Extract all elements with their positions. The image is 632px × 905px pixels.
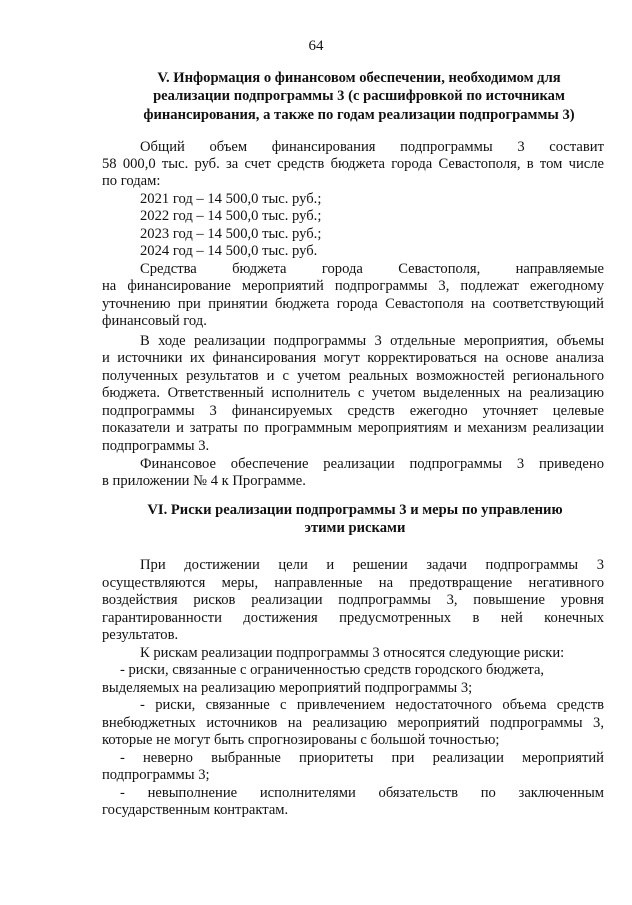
text-line: полученных результатов и с учетом реальных возможностей регионального bbox=[102, 368, 604, 384]
risk-item-line: - риски, связанные с привлечением недостаточного объема средств bbox=[140, 697, 604, 713]
text-line: которые не могут быть спрогнозированы с большой точностью; bbox=[102, 732, 500, 748]
text-line: Средства бюджета города Севастополя, направляемые bbox=[140, 261, 604, 277]
risk-item-line: - риски, связанные с ограниченностью средств городского бюджета, bbox=[120, 662, 545, 678]
section-6-heading bbox=[105, 501, 605, 538]
text-line: выделяемых на реализацию мероприятий подпрограммы 3; bbox=[102, 680, 473, 696]
text-line: При достижении цели и решении задачи подпрограммы 3 bbox=[140, 557, 604, 573]
text-line: и источники их финансирования могут корректироваться на основе анализа bbox=[102, 350, 604, 366]
funding-year-line: 2024 год – 14 500,0 тыс. руб. bbox=[140, 243, 318, 259]
text-line: бюджета. Ответственный исполнитель с учетом выделенных на реализацию bbox=[102, 385, 604, 401]
text-line: уточнению при принятии бюджета города Севастополя на соответствующий bbox=[102, 296, 604, 312]
text-line: осуществляются меры, направленные на предотвращение негативного bbox=[102, 575, 604, 591]
text-line: результатов. bbox=[102, 627, 179, 643]
text-line: воздействия рисков реализации подпрограммы 3, повышение уровня bbox=[102, 592, 604, 608]
funding-year-line: 2022 год – 14 500,0 тыс. руб.; bbox=[140, 208, 322, 224]
heading-line: VI. Риски реализации подпрограммы 3 и меры по управлению bbox=[147, 502, 563, 518]
text-line: подпрограммы 3. bbox=[102, 438, 210, 454]
text-line: государственным контрактам. bbox=[102, 802, 289, 818]
text-line: в приложении № 4 к Программе. bbox=[102, 473, 306, 489]
section-5-heading bbox=[114, 69, 604, 124]
text-line: гарантированности достижения предусмотренных в ней конечных bbox=[102, 610, 604, 626]
text-line: показатели и затраты по программным мероприятиям и механизм реализации bbox=[102, 420, 604, 436]
risk-item-line: - неверно выбранные приоритеты при реализации мероприятий bbox=[120, 750, 604, 766]
text-line: финансовый год. bbox=[102, 313, 207, 329]
text-line: подпрограммы 3; bbox=[102, 767, 210, 783]
risk-item-line: - невыполнение исполнителями обязательств по заключенным bbox=[120, 785, 604, 801]
heading-line: этими рисками bbox=[304, 520, 406, 537]
text-line: на финансирование мероприятий подпрограммы 3, подлежат ежегодному bbox=[102, 278, 604, 294]
text-line: внебюджетных источников на реализацию мероприятий подпрограммы 3, bbox=[102, 715, 604, 731]
text-line: подпрограммы 3 финансируемых средств ежегодно уточняет целевые bbox=[102, 403, 604, 419]
heading-line: V. Информация о финансовом обеспечении, необходимом для bbox=[157, 70, 561, 86]
text-line: Общий объем финансирования подпрограммы 3 составит bbox=[140, 139, 604, 155]
text-line: 58 000,0 тыс. руб. за счет средств бюджета города Севастополя, в том числе bbox=[102, 156, 604, 172]
funding-year-line: 2021 год – 14 500,0 тыс. руб.; bbox=[140, 191, 322, 207]
heading-line: реализации подпрограммы 3 (с расшифровкой по источникам bbox=[153, 88, 565, 105]
text-line: В ходе реализации подпрограммы 3 отдельные мероприятия, объемы bbox=[140, 333, 604, 349]
funding-year-line: 2023 год – 14 500,0 тыс. руб.; bbox=[140, 226, 322, 242]
page-number: 64 bbox=[308, 38, 324, 54]
heading-line: финансирования, а также по годам реализации подпрограммы 3) bbox=[143, 106, 575, 123]
text-line: по годам: bbox=[102, 173, 161, 189]
text-line: К рискам реализации подпрограммы 3 относятся следующие риски: bbox=[140, 645, 565, 661]
text-line: Финансовое обеспечение реализации подпрограммы 3 приведено bbox=[140, 456, 604, 472]
